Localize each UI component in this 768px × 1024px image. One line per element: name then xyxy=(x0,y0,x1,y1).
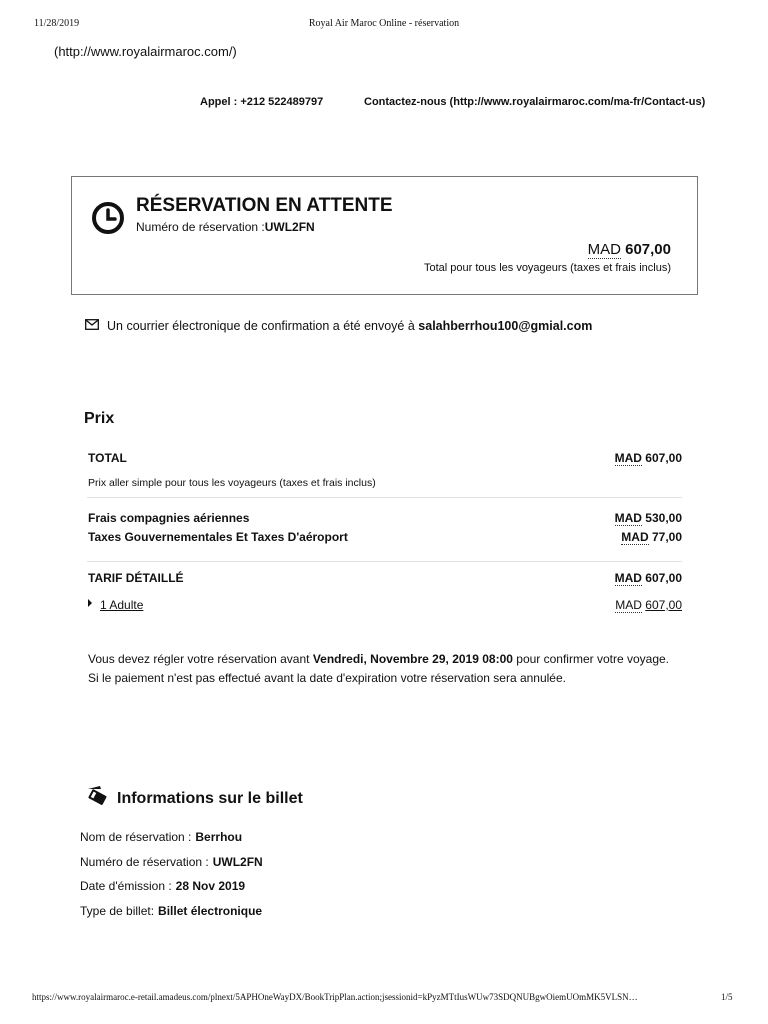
price-section-title: Prix xyxy=(84,410,115,427)
adult-fare-amount xyxy=(615,598,682,612)
print-page-number: 1/5 xyxy=(721,992,733,1002)
print-title: Royal Air Maroc Online - réservation xyxy=(308,18,460,29)
info-value: Billet électronique xyxy=(158,904,263,918)
info-value: Berrhou xyxy=(195,830,243,844)
amount-value: 530,00 xyxy=(645,511,682,525)
ticket-info-row xyxy=(80,855,263,869)
email-confirmation xyxy=(107,319,592,333)
amount-value: 607,00 xyxy=(625,241,671,258)
detailed-fare-label: TARIF DÉTAILLÉ xyxy=(88,571,184,585)
amount-value: 607,00 xyxy=(645,571,682,585)
adult-fare-toggle[interactable]: 1 Adulte xyxy=(100,598,144,612)
info-value: UWL2FN xyxy=(212,855,263,869)
notice-cancellation: Si le paiement n'est pas effectué avant la date d'expiration votre réservation sera annulée. xyxy=(88,671,566,685)
print-date: 11/28/2019 xyxy=(34,18,80,29)
airline-fees-label: Frais compagnies aériennes xyxy=(88,511,250,525)
info-label: Numéro de réservation : xyxy=(80,855,209,869)
email-confirmation-text: Un courrier électronique de confirmation a été envoyé à xyxy=(107,319,415,333)
clock-icon xyxy=(91,201,125,235)
ticket-section-title: Informations sur le billet xyxy=(117,790,303,807)
notice-prefix: Vous devez régler votre réservation avant xyxy=(88,652,310,666)
detailed-fare-amount xyxy=(615,571,682,585)
total-amount xyxy=(615,451,682,465)
reservation-number xyxy=(136,220,315,234)
taxes-amount xyxy=(621,530,682,544)
pending-title: RÉSERVATION EN ATTENTE xyxy=(136,195,393,216)
divider xyxy=(87,561,682,562)
currency-label: MAD xyxy=(587,241,621,258)
envelope-icon xyxy=(85,319,99,330)
pending-reservation-card xyxy=(71,176,698,295)
info-label: Type de billet: xyxy=(80,904,155,918)
info-label: Date d'émission : xyxy=(80,879,172,893)
ticket-icon xyxy=(86,785,108,807)
ticket-info-row xyxy=(80,830,242,844)
total-label: TOTAL xyxy=(88,451,127,465)
divider xyxy=(87,497,682,498)
reservation-number-value: UWL2FN xyxy=(264,220,315,234)
notice-suffix: pour confirmer votre voyage. xyxy=(516,652,670,666)
currency-label: MAD xyxy=(614,571,642,585)
print-footer-url: https://www.royalairmaroc.e-retail.amadeus.com/plnext/5APHOneWayDX/BookTripPlan.action;jsessionid=kPyzMTtIusWUw73SDQNUBgwOiemUOmMK5VLSN… xyxy=(32,992,638,1002)
phone-contact: Appel : +212 522489797 xyxy=(200,96,324,108)
amount-value: 607,00 xyxy=(645,598,682,612)
pending-total-amount xyxy=(588,241,671,258)
email-address: salahberrhou100@gmial.com xyxy=(418,319,593,333)
payment-deadline-notice xyxy=(88,650,688,688)
home-link[interactable]: (http://www.royalairmaroc.com/) xyxy=(54,44,237,59)
currency-label: MAD xyxy=(614,451,642,465)
contact-link[interactable]: Contactez-nous (http://www.royalairmaroc.com/ma-fr/Contact-us) xyxy=(364,96,706,108)
info-label: Nom de réservation : xyxy=(80,830,192,844)
airline-fees-amount xyxy=(615,511,682,525)
amount-value: 607,00 xyxy=(645,451,682,465)
amount-value: 77,00 xyxy=(651,530,682,544)
caret-right-icon[interactable] xyxy=(88,599,92,607)
pending-total-note: Total pour tous les voyageurs (taxes et frais inclus) xyxy=(423,262,671,274)
total-note: Prix aller simple pour tous les voyageurs (taxes et frais inclus) xyxy=(88,477,376,489)
reservation-number-label: Numéro de réservation : xyxy=(136,220,265,234)
info-value: 28 Nov 2019 xyxy=(175,879,246,893)
ticket-info-row xyxy=(80,904,262,918)
payment-deadline: Vendredi, Novembre 29, 2019 08:00 xyxy=(312,652,513,666)
ticket-info-row xyxy=(80,879,245,893)
taxes-label: Taxes Gouvernementales Et Taxes D'aéroport xyxy=(88,530,348,544)
currency-label: MAD xyxy=(621,530,649,544)
currency-label: MAD xyxy=(615,598,642,612)
currency-label: MAD xyxy=(614,511,642,525)
